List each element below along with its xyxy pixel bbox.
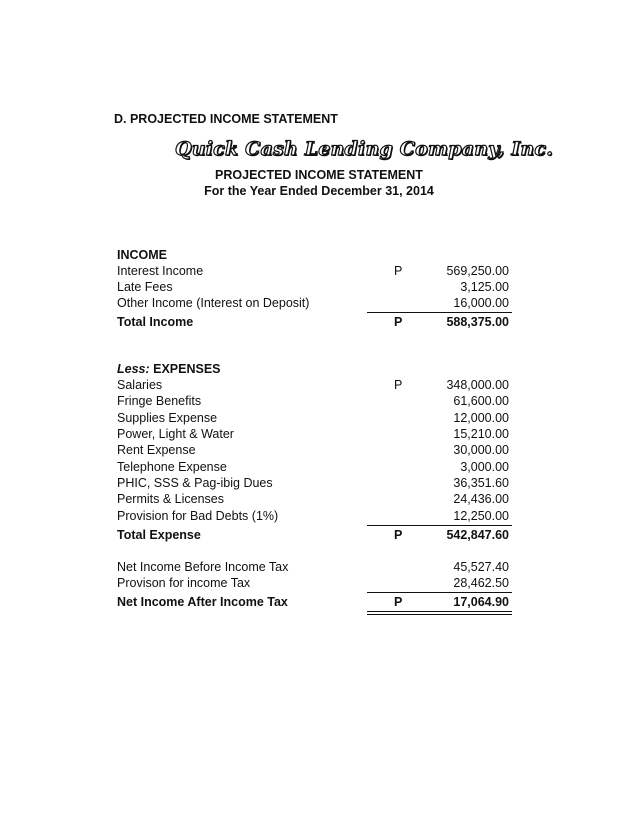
total-income-label: Total Income [117,315,194,329]
total-income-currency: P [394,315,403,329]
income-header-row [117,248,512,264]
net-income-before-tax-row [117,560,512,576]
income-label: Late Fees [117,280,173,294]
expense-row [117,394,512,410]
expense-row [117,378,512,394]
income-amount: 569,250.00 [446,264,509,278]
company-name: Quick Cash Lending Company, Inc. [175,138,554,160]
expense-label: Fringe Benefits [117,394,202,408]
section-heading: D. PROJECTED INCOME STATEMENT [114,112,338,126]
income-subtotal-line [367,312,512,313]
net-subtotal-line [367,592,512,593]
income-tax-amount: 28,462.50 [453,576,509,590]
expense-amount: 15,210.00 [453,427,509,441]
income-amount: 16,000.00 [453,296,509,310]
expense-amount: 24,436.00 [453,492,509,506]
expense-amount: 12,250.00 [453,509,509,523]
double-underline-bottom [367,614,512,615]
expense-amount: 61,600.00 [453,394,509,408]
income-amount: 3,125.00 [460,280,509,294]
net-income-before-tax-amount: 45,527.40 [453,560,509,574]
expense-label: Provision for Bad Debts (1%) [117,509,279,523]
income-tax-row [117,576,512,592]
expense-row [117,427,512,443]
expenses-header: EXPENSES [149,362,221,376]
income-header: INCOME [117,248,167,262]
expense-label: Salaries [117,378,163,392]
net-income-before-tax-label: Net Income Before Income Tax [117,560,289,574]
expenses-header-prefix: Less: [117,362,150,376]
total-expense-row [117,528,512,544]
expense-label: Power, Light & Water [117,427,234,441]
income-tax-label: Provison for income Tax [117,576,251,590]
expenses-header-row [117,362,512,378]
net-income-after-tax-currency: P [394,595,403,609]
statement-title: PROJECTED INCOME STATEMENT [215,168,423,182]
expense-currency: P [394,378,403,392]
total-income-row [117,315,512,331]
income-row [117,264,512,280]
expense-amount: 3,000.00 [460,460,509,474]
net-income-after-tax-amount: 17,064.90 [453,595,509,609]
expense-label: Telephone Expense [117,460,227,474]
total-income-amount: 588,375.00 [446,315,509,329]
expense-row [117,443,512,459]
total-expense-currency: P [394,528,403,542]
expense-row [117,492,512,508]
income-row [117,296,512,312]
expense-subtotal-line [367,525,512,526]
expense-label: Permits & Licenses [117,492,224,506]
net-income-after-tax-row [117,595,512,611]
total-expense-label: Total Expense [117,528,201,542]
expense-label: PHIC, SSS & Pag-ibig Dues [117,476,273,490]
expense-amount: 12,000.00 [453,411,509,425]
expense-amount: 36,351.60 [453,476,509,490]
statement-period: For the Year Ended December 31, 2014 [204,184,434,198]
expense-row [117,460,512,476]
income-label: Interest Income [117,264,204,278]
expense-row [117,411,512,427]
income-label: Other Income (Interest on Deposit) [117,296,310,310]
double-underline-top [367,611,512,612]
expense-amount: 348,000.00 [446,378,509,392]
expense-amount: 30,000.00 [453,443,509,457]
expense-row [117,476,512,492]
income-currency: P [394,264,403,278]
total-expense-amount: 542,847.60 [446,528,509,542]
expense-label: Rent Expense [117,443,196,457]
net-income-after-tax-label: Net Income After Income Tax [117,595,288,609]
expense-label: Supplies Expense [117,411,218,425]
expense-row [117,509,512,525]
income-row [117,280,512,296]
